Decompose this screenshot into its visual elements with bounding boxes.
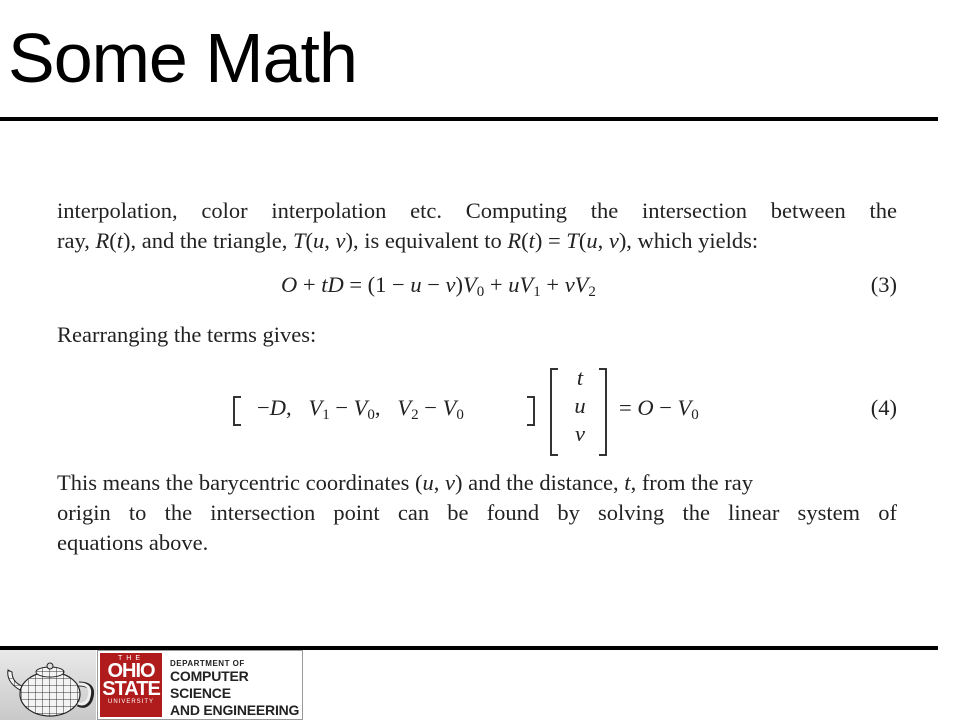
paragraph-1-line-2: ray, R(t), and the triangle, T(u, v), is equivalent to R(t) = T(u, v), which yields: xyxy=(57,228,759,253)
paragraph-1-line-1: interpolation, color interpolation etc. Computing the intersection between the xyxy=(57,198,897,223)
department-name: DEPARTMENT OF COMPUTER SCIENCE AND ENGINEERING xyxy=(170,659,300,718)
equation-4-number: (4) xyxy=(870,395,897,420)
equation-3-number: (3) xyxy=(870,272,897,297)
slide-title: Some Math xyxy=(8,19,357,97)
footer xyxy=(0,650,960,720)
teapot-logo-icon xyxy=(0,650,96,720)
paragraph-3-line-3: equations above. xyxy=(57,530,209,555)
paragraph-3-line-2: origin to the intersection point can be found by solving the linear system of xyxy=(57,500,897,525)
ohio-state-seal: THE OHIO STATE UNIVERSITY xyxy=(100,653,162,717)
title-divider xyxy=(0,117,938,121)
equation-3: O + tD = $(1 - u - v)V_0 + uV_1 + vV_2$ xyxy=(281,272,596,300)
university-logo xyxy=(97,650,303,720)
paragraph-3-line-1: This means the barycentric coordinates (u, v) and the distance, t, from the ray xyxy=(57,470,754,495)
paragraph-2: Rearranging the terms gives: xyxy=(57,322,317,347)
